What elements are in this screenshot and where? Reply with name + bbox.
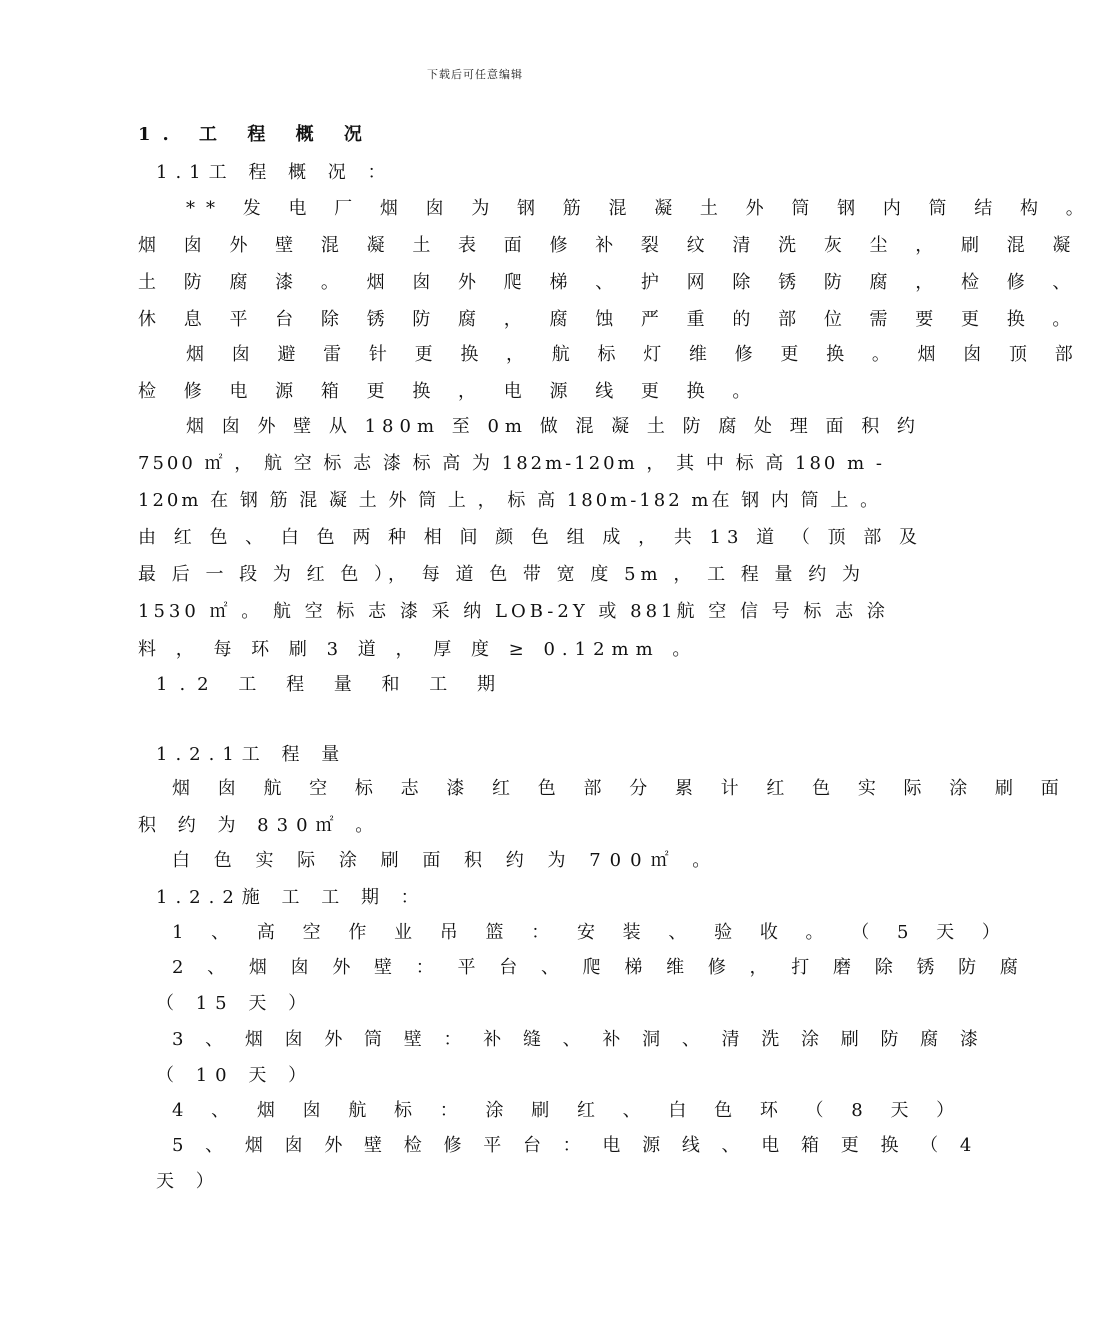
schedule-item: 5 、 烟 囱 外 壁 检 修 平 台 ： 电 源 线 、 电 箱 更 换 （ 4: [172, 1135, 980, 1156]
paragraph-line: 烟 囱 航 空 标 志 漆 红 色 部 分 累 计 红 色 实 际 涂 刷 面: [172, 778, 1070, 799]
paragraph-line: 烟 囱 外 壁 混 凝 土 表 面 修 补 裂 纹 清 洗 灰 尘 ， 刷 混 凝: [138, 235, 1082, 256]
paragraph-line: 由 红 色 、 白 色 两 种 相 间 颜 色 组 成 ， 共 13 道 （ 顶 部 及: [138, 527, 924, 548]
paragraph-line: 料 ， 每 环 刷 3 道 ， 厚 度 ≥ 0.12mm 。: [138, 639, 698, 660]
paragraph-line: 烟 囱 避 雷 针 更 换 ， 航 标 灯 维 修 更 换 。 烟 囱 顶 部: [186, 344, 1084, 365]
subsection-heading-1-2: 1.2 工 程 量 和 工 期: [156, 674, 507, 695]
paragraph-line: 烟 囱 外 壁 从 180m 至 0m 做 混 凝 土 防 腐 处 理 面 积 约: [186, 416, 921, 437]
paragraph-line: 120m 在 钢 筋 混 凝 土 外 筒 上 ， 标 高 180m-182 m在 钢 内 筒 上 。: [138, 490, 882, 511]
paragraph-line: 检 修 电 源 箱 更 换 ， 电 源 线 更 换 。: [138, 381, 762, 402]
schedule-item: 3 、 烟 囱 外 筒 壁 ： 补 缝 、 补 洞 、 清 洗 涂 刷 防 腐 漆: [172, 1029, 986, 1050]
schedule-item: 4 、 烟 囱 航 标 ： 涂 刷 红 、 白 色 环 （ 8 天 ）: [172, 1100, 966, 1121]
paragraph-line: 1530 ㎡ 。 航 空 标 志 漆 采 纳 LOB-2Y 或 881航 空 信 号 标 志 涂: [138, 601, 889, 622]
schedule-item-continued: 天 ）: [156, 1171, 222, 1192]
section-title: 1. 工 程 概 况: [138, 124, 374, 145]
subsection-heading-1-2-2: 1.2.2施 工 工 期 ：: [156, 887, 427, 908]
schedule-item: 2 、 烟 囱 外 壁 ： 平 台 、 爬 梯 维 修 ， 打 磨 除 锈 防 腐: [172, 957, 1027, 978]
paragraph-line: 7500 ㎡ ， 航 空 标 志 漆 标 高 为 182m-120m ， 其 中 标 高 180 m -: [138, 453, 885, 474]
subsection-heading-1-1: 1.1工 程 概 况 ：: [156, 162, 394, 183]
schedule-item-continued: （ 10 天 ）: [156, 1065, 315, 1086]
paragraph-line: 最 后 一 段 为 红 色 ）， 每 道 色 带 宽 度 5m ， 工 程 量 约 为: [138, 564, 865, 585]
paragraph-line: 白 色 实 际 涂 刷 面 积 约 为 700㎡ 。: [172, 850, 720, 871]
paragraph-line: 积 约 为 830㎡ 。: [138, 815, 382, 836]
subsection-heading-1-2-1: 1.2.1工 程 量: [156, 744, 348, 765]
paragraph-line: 休 息 平 台 除 锈 防 腐 ， 腐 蚀 严 重 的 部 位 需 要 更 换 。: [138, 309, 1082, 330]
header-note: 下载后可任意编辑: [427, 68, 523, 81]
paragraph-line: 土 防 腐 漆 。 烟 囱 外 爬 梯 、 护 网 除 锈 防 腐 ， 检 修 、: [138, 272, 1082, 293]
paragraph-line: ** 发 电 厂 烟 囱 为 钢 筋 混 凝 土 外 筒 钢 内 筒 结 构 。: [186, 198, 1095, 219]
schedule-item-continued: （ 15 天 ）: [156, 993, 315, 1014]
schedule-item: 1 、 高 空 作 业 吊 篮 ： 安 装 、 验 收 。 （ 5 天 ）: [172, 922, 1011, 943]
